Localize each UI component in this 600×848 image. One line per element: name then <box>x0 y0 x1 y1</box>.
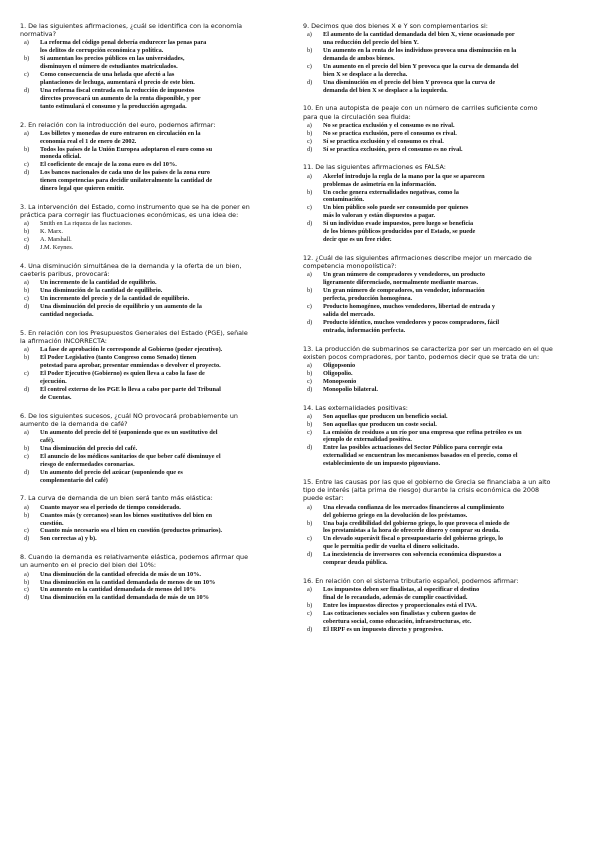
option-letter: b) <box>307 601 313 609</box>
question-stem: 11. De las siguientes afirmaciones es FALSA: <box>303 163 446 172</box>
option-letter: d) <box>24 169 30 177</box>
option-letter: a) <box>24 39 29 47</box>
option-text: Smith en La riqueza de las naciones. <box>40 220 133 228</box>
option-letter: d) <box>24 535 30 543</box>
answer-option <box>20 228 292 236</box>
answer-option <box>303 610 575 626</box>
option-text: El aumento de la cantidad demandada del bien X, viene ocasionado por una reducción del precio del bien Y. <box>323 31 515 47</box>
option-letter: b) <box>307 287 313 295</box>
question <box>20 494 292 543</box>
option-letter: c) <box>24 71 29 79</box>
option-letter: c) <box>24 295 29 303</box>
question <box>303 345 575 394</box>
option-text: Oligopolio. <box>323 369 353 377</box>
option-text: El Poder Ejecutivo (Gobierno) es quien lleva a cabo la fase de ejecución. <box>40 370 205 386</box>
answer-option <box>303 138 575 146</box>
question <box>303 577 575 634</box>
option-letter: d) <box>24 385 30 393</box>
question <box>20 329 292 402</box>
option-text: La inexistencia de inversores con solvencia económica dispuestos a comprar deuda pública. <box>323 551 502 567</box>
option-letter: a) <box>24 220 29 228</box>
answer-option <box>303 130 575 138</box>
option-letter: b) <box>24 444 30 452</box>
option-letter: c) <box>24 161 29 169</box>
option-text: Sí se practica exclusión, pero el consumo es no rival. <box>323 145 463 153</box>
option-letter: c) <box>307 377 312 385</box>
answer-option <box>303 586 575 602</box>
option-text: Una disminución del precio de equilibrio y un aumento de la cantidad negociada. <box>40 303 202 319</box>
option-letter: d) <box>307 145 313 153</box>
question <box>20 121 292 193</box>
answer-option <box>20 87 292 111</box>
question-stem: 1. De las siguientes afirmaciones, ¿cuál se identifica con la economía normativa? <box>20 22 243 39</box>
option-text: El IRPF es un impuesto directo y progresivo. <box>323 625 444 633</box>
option-text: Una elevada confianza de los mercados financieros al cumplimiento del gobierno griego en la devolución de los préstamos. <box>323 503 504 519</box>
option-letter: a) <box>24 279 29 287</box>
option-text: Un gran número de compradores, un vendedor, información perfecta, producción homogénea. <box>323 287 485 302</box>
option-letter: d) <box>307 78 313 86</box>
answer-option <box>20 169 292 193</box>
question-stem: 5. En relación con los Presupuestos Generales del Estado (PGE), señale la afirmación INCORRECTA: <box>20 328 248 346</box>
option-text: El coeficiente de encaje de la zona euro es del 10%. <box>40 161 177 169</box>
option-letter: b) <box>24 354 30 362</box>
option-text: Producto idéntico, muchos vendedores y pocos compradores, fácil entrada, información perfecta. <box>323 318 500 334</box>
question <box>20 412 292 485</box>
option-letter: b) <box>307 188 313 196</box>
option-letter: b) <box>24 578 30 586</box>
question-stem: 8. Cuando la demanda es relativamente elástica, podemos afirmar que un aumento en el precio del bien del 10%: <box>20 553 249 570</box>
option-text: Todos los países de la Unión Europea adoptaron el euro como su moneda oficial. <box>40 145 213 161</box>
question <box>20 553 292 602</box>
option-text: Producto homogéneo, muchos vendedores, libertad de entrada y salida del mercado. <box>323 302 496 318</box>
option-text: No se practica exclusión y el consumo es no rival. <box>323 121 455 129</box>
question-stem: 10. En una autopista de peaje con un número de carriles suficiente como para que la circulación sea fluida: <box>303 104 538 121</box>
option-letter: d) <box>24 244 30 252</box>
answer-option <box>20 586 292 594</box>
answer-option <box>20 279 292 287</box>
answer-option <box>303 220 575 244</box>
option-text: Una disminución del precio del café. <box>40 444 138 452</box>
option-text: Si aumentan los precios públicos en las universidades, disminuyen el número de estudiantes matriculados. <box>40 55 185 71</box>
answer-option <box>20 55 292 71</box>
option-text: Entre los impuestos directos y proporcionales está el IVA. <box>323 601 477 609</box>
option-text: Una disminución en la cantidad demandada de más de un 10% <box>40 594 210 602</box>
option-text: Oligopsonio <box>323 361 356 369</box>
answer-option <box>303 535 575 551</box>
answer-option <box>303 520 575 536</box>
option-letter: a) <box>307 172 312 180</box>
answer-option <box>20 244 292 252</box>
answer-option <box>20 146 292 162</box>
answer-option <box>303 47 575 63</box>
answer-option <box>303 204 575 220</box>
answer-option <box>303 602 575 610</box>
answer-option <box>20 512 292 528</box>
option-text: Monopolio bilateral. <box>323 385 378 393</box>
option-letter: c) <box>307 204 312 212</box>
answer-option <box>20 594 292 602</box>
option-text: Una baja credibilidad del gobierno griego, lo que provoca el miedo de los prestamistas a la hora de ofrecerle dinero y comprar su deuda. <box>323 519 510 535</box>
option-letter: a) <box>307 31 312 39</box>
answer-option <box>20 571 292 579</box>
option-letter: d) <box>24 303 30 311</box>
answer-option <box>303 319 575 335</box>
question-stem: 16. En relación con el sistema tributario español, podemos afirmar: <box>303 576 519 585</box>
option-letter: d) <box>24 594 30 602</box>
option-text: Una disminución de la cantidad de equilibrio. <box>40 287 163 295</box>
option-letter: d) <box>307 444 313 452</box>
answer-option <box>20 71 292 87</box>
option-letter: c) <box>307 62 312 70</box>
answer-option <box>20 236 292 244</box>
option-text: Un gran número de compradores y vendedores, un producto ligeramente diferenciado, normalmente mediante marcas. <box>323 271 486 287</box>
option-text: A. Marshall. <box>40 236 72 244</box>
option-text: Los billetes y monedas de euro entraron en circulación en la economía real el 1 de enero de 2002. <box>40 129 201 145</box>
option-text: Como consecuencia de una helada que afectó a las plantaciones de lechuga, aumentará el precio de este bien. <box>40 71 195 86</box>
option-letter: a) <box>307 361 312 369</box>
answer-option <box>20 504 292 512</box>
option-letter: b) <box>24 55 30 63</box>
question-stem: 4. Una disminución simultánea de la demanda y la oferta de un bien, caeteris paribus, provocará: <box>20 262 242 279</box>
answer-option <box>303 31 575 47</box>
answer-option <box>20 295 292 303</box>
answer-option <box>20 287 292 295</box>
question-stem: 6. De los siguientes sucesos, ¿cuál NO provocará probablemente un aumento de la demanda de café? <box>20 411 238 428</box>
option-text: No se practica exclusión, pero el consumo es rival. <box>323 129 457 137</box>
answer-option <box>303 378 575 386</box>
option-text: Un aumento en la cantidad demandada de menos del 10% <box>40 586 196 594</box>
option-letter: c) <box>24 452 29 460</box>
option-text: Monopsonio <box>323 377 357 385</box>
answer-option <box>20 39 292 55</box>
question <box>303 163 575 243</box>
answer-option <box>303 79 575 95</box>
question-stem: 13. La producción de submarinos se caracteriza por ser un mercado en el que existen pocos compradores, por tanto, podemos decir que se trata de un: <box>303 344 553 361</box>
option-text: Un bien público solo puede ser consumido por quienes más lo valoran y están dispuestos a pagar. <box>323 204 469 220</box>
answer-option <box>303 413 575 421</box>
option-letter: b) <box>307 519 313 527</box>
option-letter: d) <box>307 551 313 559</box>
question <box>303 478 575 567</box>
answer-option <box>20 527 292 535</box>
option-text: K. Marx. <box>40 228 63 236</box>
option-text: Un aumento en el precio del bien Y provoca que la curva de demanda del bien X se desplace a la derecha. <box>323 62 519 78</box>
option-text: Un elevado superávit fiscal o presupuestario del gobierno griego, lo que le permitía pedir de vuelta el dinero solicitado. <box>323 535 504 551</box>
option-letter: a) <box>24 346 29 354</box>
option-text: La reforma del código penal debería endurecer las penas para los delitos de corrupción económica y política. <box>40 39 207 55</box>
answer-option <box>20 535 292 543</box>
option-letter: c) <box>307 535 312 543</box>
option-letter: c) <box>24 370 29 378</box>
answer-option <box>303 429 575 445</box>
option-letter: b) <box>307 47 313 55</box>
question <box>20 22 292 111</box>
answer-option <box>20 130 292 146</box>
option-letter: b) <box>24 145 30 153</box>
option-text: Son correctas a) y b). <box>40 535 97 543</box>
answer-option <box>20 161 292 169</box>
option-letter: d) <box>307 220 313 228</box>
option-text: La emisión de residuos a un río por una empresa que refina petróleo es un ejemplo de externalidad positiva. <box>323 428 522 444</box>
question-stem: 14. Las externalidades positivas: <box>303 403 408 412</box>
answer-option <box>20 445 292 453</box>
left-column <box>20 22 292 612</box>
option-letter: b) <box>24 287 30 295</box>
option-letter: a) <box>24 129 29 137</box>
question-stem: 7. La curva de demanda de un bien será tanto más elástica: <box>20 494 213 503</box>
option-letter: b) <box>24 511 30 519</box>
answer-option <box>303 626 575 634</box>
question-stem: 3. La intervención del Estado, como instrumento que se ha de poner en práctica para corregir las fluctuaciones económicas, es una idea de: <box>20 203 250 220</box>
answer-option <box>20 220 292 228</box>
option-letter: c) <box>307 302 312 310</box>
option-text: Un aumento del precio del té (suponiendo que es un sustitutivo del café). <box>40 429 218 445</box>
option-letter: b) <box>307 369 313 377</box>
answer-option <box>20 354 292 370</box>
option-letter: d) <box>24 468 30 476</box>
option-text: J.M. Keynes. <box>40 244 74 252</box>
option-text: Un incremento de la cantidad de equilibrio. <box>40 279 157 287</box>
option-letter: a) <box>24 570 29 578</box>
option-letter: d) <box>307 318 313 326</box>
option-text: El Poder Legislativo (tanto Congreso como Senado) tienen potestad para aprobar, presentar enmiendas o devolver el proyecto. <box>40 354 221 370</box>
answer-option <box>20 303 292 319</box>
option-text: Los bancos nacionales de cada uno de los países de la zona euro tienen competencias para decidir unilateralmente la cantidad de dinero legal que quieren emitir. <box>40 169 213 193</box>
question <box>20 262 292 319</box>
answer-option <box>20 386 292 402</box>
answer-option <box>303 287 575 303</box>
answer-option <box>303 189 575 205</box>
option-text: Akerlof introdujo la regla de la mano por la que se aparecen problemas de asimetría en la información. <box>323 172 485 188</box>
answer-option <box>20 579 292 587</box>
option-letter: a) <box>307 412 312 420</box>
answer-option <box>20 469 292 485</box>
option-letter: c) <box>24 586 29 594</box>
option-letter: c) <box>24 527 29 535</box>
option-text: La fase de aprobación le corresponde al Gobierno (poder ejecutivo). <box>40 346 223 354</box>
option-letter: a) <box>307 271 312 279</box>
question <box>303 22 575 94</box>
answer-option <box>20 429 292 445</box>
answer-option <box>303 146 575 154</box>
answer-option <box>20 453 292 469</box>
question <box>303 404 575 469</box>
answer-option <box>303 362 575 370</box>
question-stem: 12. ¿Cuál de las siguientes afirmaciones describe mejor un mercado de competencia monopolística?: <box>303 253 532 271</box>
question-stem: 2. En relación con la introducción del euro, podemos afirmar: <box>20 120 216 129</box>
question-stem: 15. Entre las causas por las que el gobierno de Grecia se financiaba a un alto tipo de interés (alta prima de riesgo) durante la crisis económica de 2008 puede estar: <box>303 478 551 503</box>
option-text: Una disminución en la cantidad demandada de menos de un 10% <box>40 578 216 586</box>
answer-option <box>303 421 575 429</box>
option-letter: d) <box>307 625 313 633</box>
option-text: El anuncio de los médicos sanitarios de que beber café disminuye el riesgo de enfermedades coronarias. <box>40 452 221 468</box>
right-column <box>303 22 575 644</box>
option-text: Una reforma fiscal centrada en la reducción de impuestos directos provocará un aumento de la renta disponible, y por tanto estimulará el consumo y la producción agregada. <box>40 86 201 110</box>
option-text: Una disminución en el precio del bien Y provoca que la curva de demanda del bien X se desplace a la izquierda. <box>323 78 496 94</box>
answer-option <box>303 303 575 319</box>
answer-option <box>303 504 575 520</box>
option-text: Entre las posibles actuaciones del Sector Público para corregir esta externalidad se encuentran los mecanismos basados en el precio, como el establecimiento de un impuesto pigouviano. <box>323 444 518 468</box>
option-text: Cuanto mayor sea el periodo de tiempo considerado. <box>40 503 181 511</box>
answer-option <box>303 63 575 79</box>
option-letter: b) <box>307 129 313 137</box>
answer-option <box>303 386 575 394</box>
option-text: Las cotizaciones sociales son finalistas y cubren gastos de cobertura social, como educación, infraestructuras, etc. <box>323 609 476 625</box>
option-text: El control externo de los PGE lo lleva a cabo por parte del Tribunal de Cuentas. <box>40 385 221 401</box>
option-text: Cuanto más necesario sea el bien en cuestión (productos primarios). <box>40 527 223 535</box>
question <box>303 104 575 153</box>
option-text: Sí se practica exclusión y el consumo es rival. <box>323 137 444 145</box>
option-letter: c) <box>307 609 312 617</box>
answer-option <box>303 173 575 189</box>
option-letter: c) <box>307 137 312 145</box>
option-letter: b) <box>24 228 30 236</box>
answer-option <box>20 346 292 354</box>
option-letter: c) <box>307 428 312 436</box>
option-text: Un coche genera externalidades negativas, como la contaminación. <box>323 188 459 204</box>
option-text: Son aquellas que producen un coste social. <box>323 420 437 428</box>
answer-option <box>303 551 575 567</box>
option-letter: a) <box>307 121 312 129</box>
option-letter: d) <box>24 86 30 94</box>
option-text: Si un individuo evade impuestos, pero luego se beneficia de los bienes públicos producidos por el Estado, se puede decir que es un free rider. <box>323 220 476 243</box>
option-text: Un aumento del precio del azúcar (suponiendo que es complementario del café) <box>40 468 183 484</box>
answer-option <box>303 370 575 378</box>
option-text: Cuantos más (y cercanos) sean los bienes sustitutivos del bien en cuestión. <box>40 511 213 527</box>
option-letter: b) <box>307 420 313 428</box>
question-stem: 9. Decimos que dos bienes X e Y son complementarios si: <box>303 22 488 30</box>
option-text: Un incremento del precio y de la cantidad de equilibrio. <box>40 295 190 303</box>
option-text: Un aumento en la renta de los individuos provoca una disminución en la demanda de ambos bienes. <box>323 47 517 62</box>
question <box>20 203 292 252</box>
option-text: Una disminución de la cantidad ofrecida de más de un 10%. <box>40 570 202 578</box>
answer-option <box>303 271 575 287</box>
option-letter: a) <box>307 503 312 511</box>
option-letter: a) <box>307 586 312 594</box>
option-text: Son aquellas que producen un beneficio social. <box>323 412 448 420</box>
option-letter: d) <box>307 385 313 393</box>
option-letter: a) <box>24 503 29 511</box>
answer-option <box>303 122 575 130</box>
option-letter: a) <box>24 429 29 437</box>
question <box>303 254 575 335</box>
option-letter: c) <box>24 236 29 244</box>
answer-option <box>303 444 575 468</box>
option-text: Los impuestos deben ser finalistas, al especificar el destino final de lo recaudado, además de cumplir coactividad. <box>323 586 480 602</box>
answer-option <box>20 370 292 386</box>
